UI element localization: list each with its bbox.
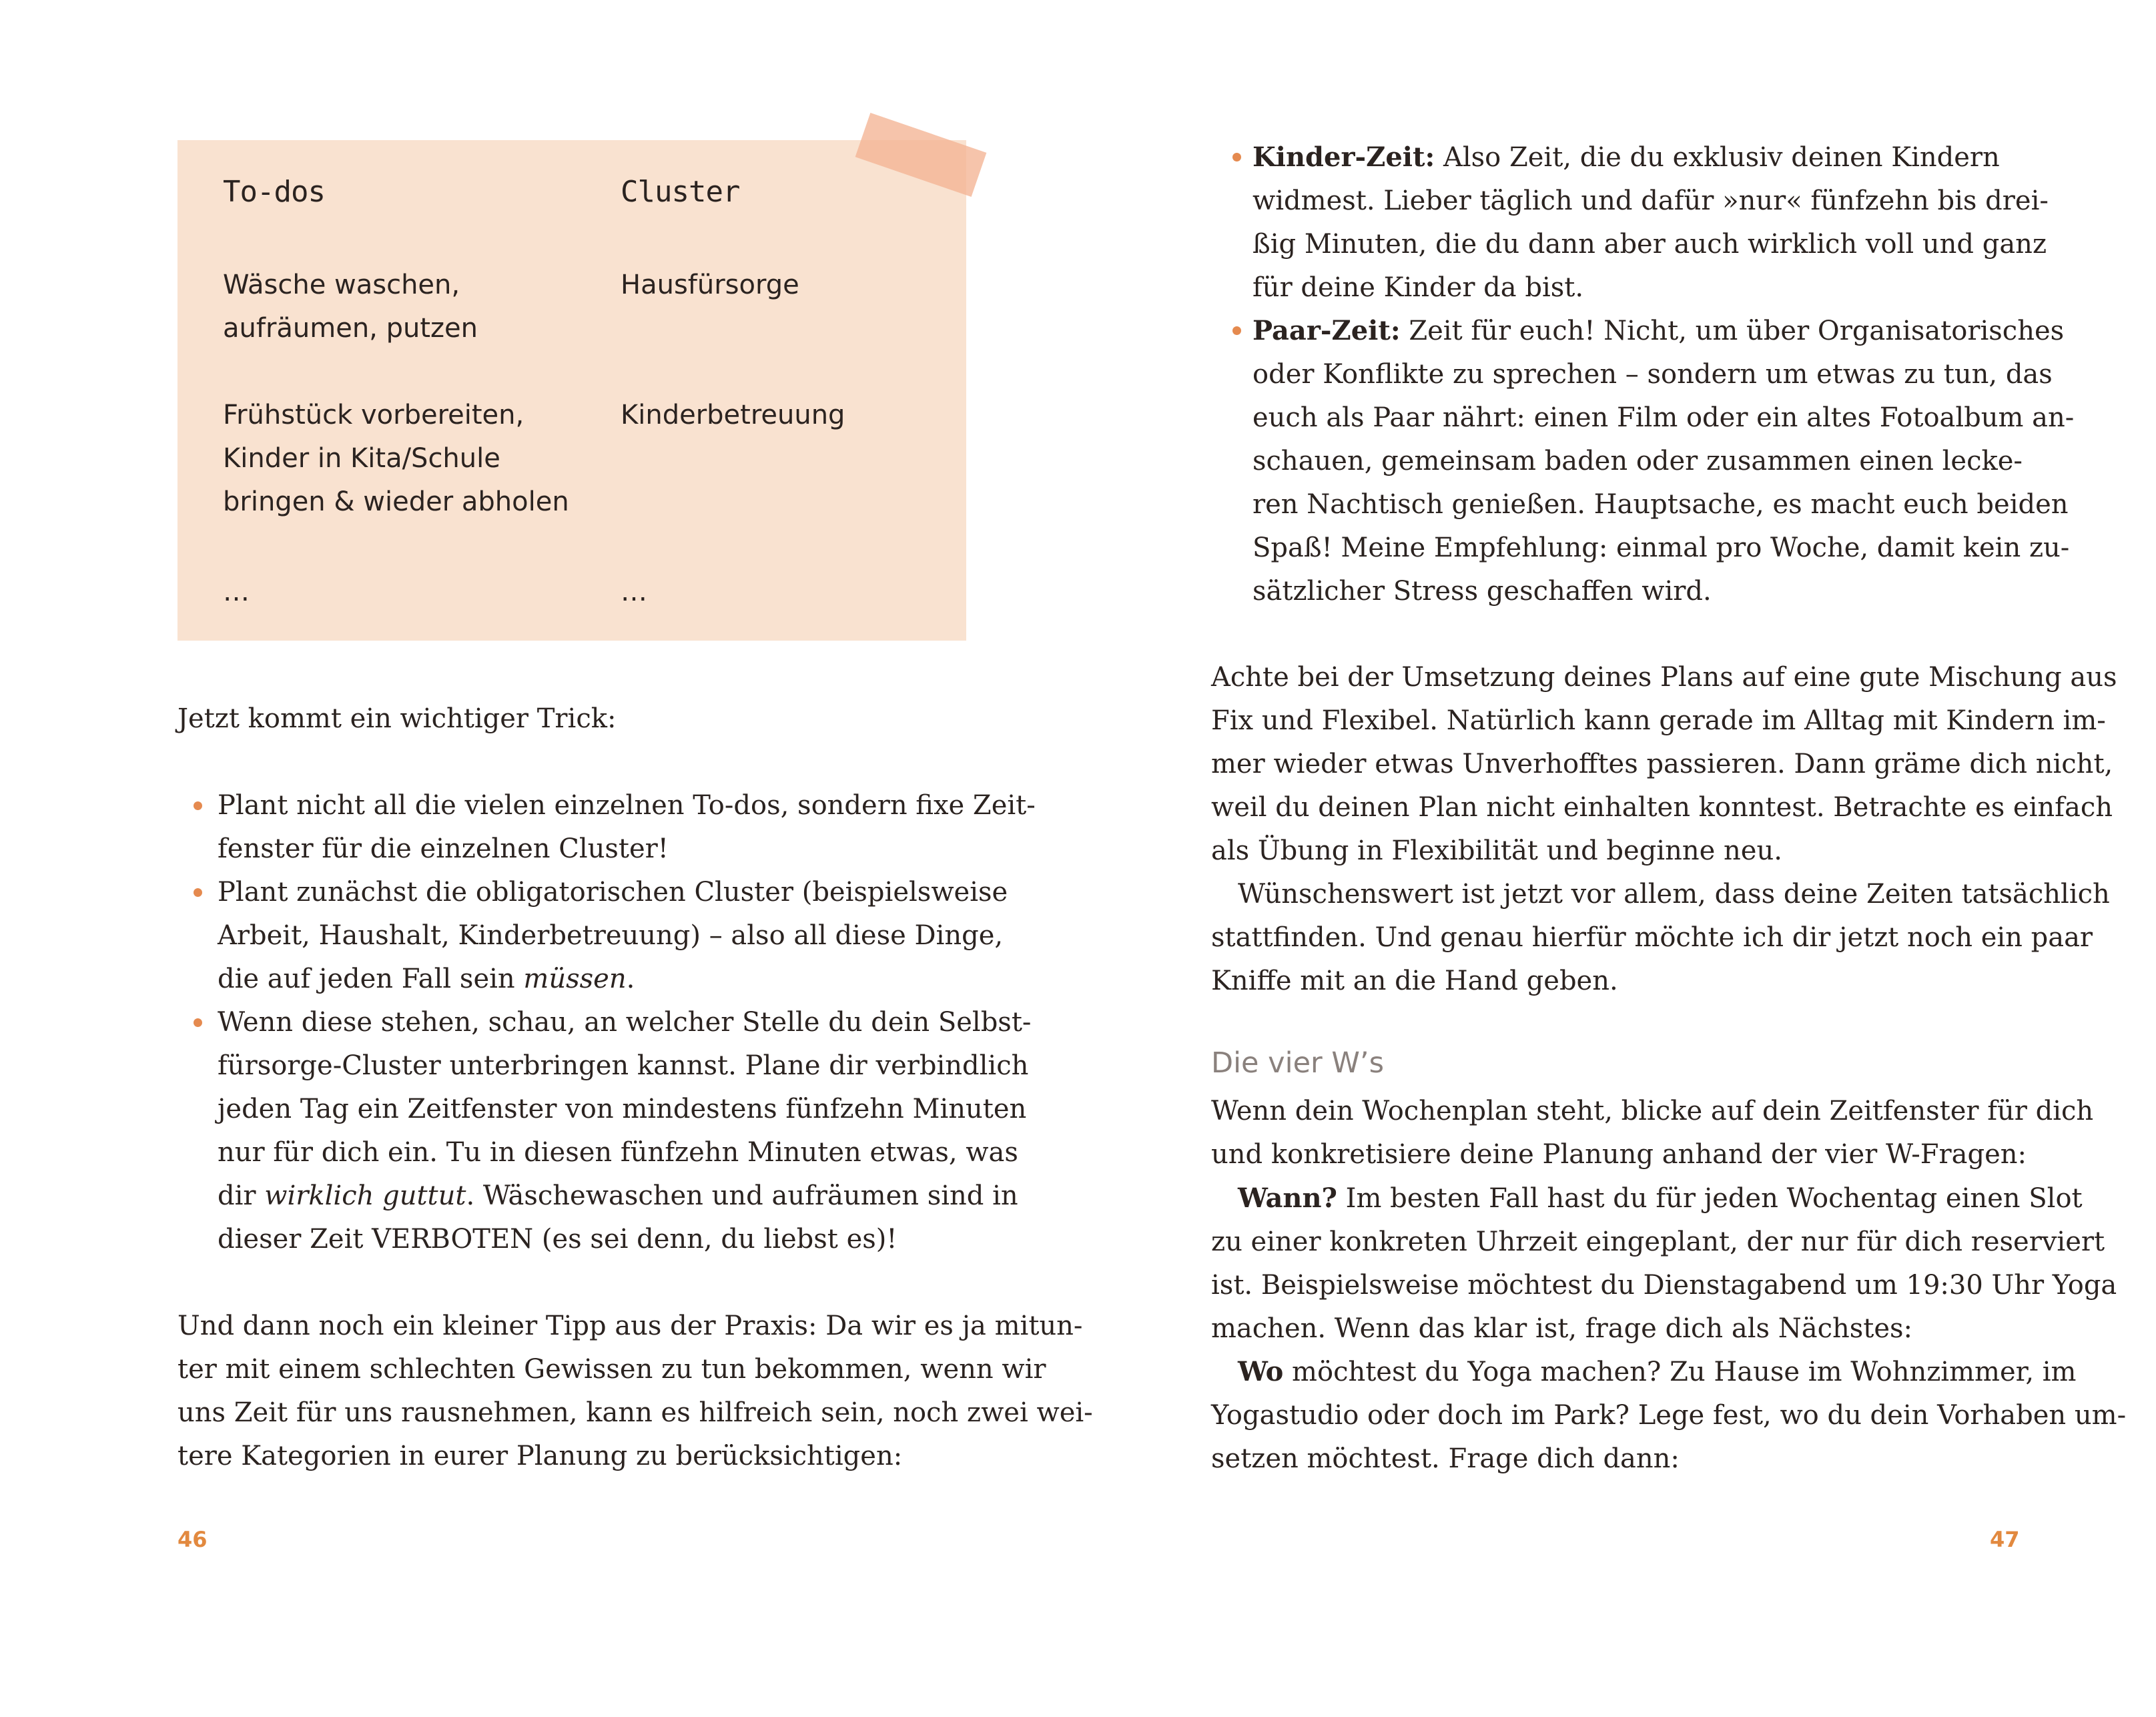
right-page xyxy=(1078,0,2156,1717)
intro-text: Jetzt kommt ein wichtiger Trick: xyxy=(177,703,617,734)
note-header-todos: To-dos xyxy=(223,175,325,209)
note-cluster-2: Kinderbetreuung xyxy=(621,400,845,430)
bullet-paar-zeit: Paar-Zeit: Zeit für euch! Nicht, um über Organisatorisches oder Konflikte zu sprechen – sondern um etwas zu tun, das euch als Paar nährt: einen Film oder ein altes Fotoalbum an- schauen, gemeinsam baden oder zusammen einen lecke- ren Nachtisch genießen. Hauptsache, es macht euch beiden Spaß! Meine Empfehlung: einmal pro Woche, damit kein zu- sätzlicher Stress geschaffen wird. xyxy=(1252,315,2075,607)
paragraph-wo: Wo möchtest du Yoga machen? Zu Hause im Wohnzimmer, im Yogastudio oder doch im Park? Lege fest, wo du dein Vorhaben um- setzen möchtest. Frage dich dann: xyxy=(1211,1356,2127,1474)
page-number-right: 47 xyxy=(1990,1527,2020,1552)
bullet-icon xyxy=(194,801,202,810)
page-number-left: 46 xyxy=(177,1527,208,1552)
sticky-note xyxy=(177,140,966,641)
bullet-icon xyxy=(194,888,202,897)
paragraph-wuenschenswert: Wünschenswert ist jetzt vor allem, dass deine Zeiten tatsächlich stattfinden. Und genau hierfür möchte ich dir jetzt noch ein paar Kniffe mit an die Hand geben. xyxy=(1211,879,2110,996)
paragraph-mischung: Achte bei der Umsetzung deines Plans auf eine gute Mischung aus Fix und Flexibel. Natürlich kann gerade im Alltag mit Kindern im- mer wieder etwas Unverhofftes passieren. Dann gräme dich nicht, weil du deinen Plan nicht einhalten konntest. Betrachte es einfach als Übung in Flexibilität und beginne neu. xyxy=(1211,662,2117,866)
paragraph-wochenplan: Wenn dein Wochenplan steht, blicke auf dein Zeitfenster für dich und konkretisiere deine Planung anhand der vier W-Fragen: xyxy=(1211,1096,2094,1170)
bullet-icon xyxy=(194,1018,202,1027)
bullet-kinder-zeit: Kinder-Zeit: Also Zeit, die du exklusiv deinen Kindern widmest. Lieber täglich und dafür »nur« fünfzehn bis drei- ßig Minuten, die du dann aber auch wirklich voll und ganz für deine Kinder da bist. xyxy=(1252,141,2049,303)
note-header-cluster: Cluster xyxy=(621,175,740,209)
paragraph-wann: Wann? Im besten Fall hast du für jeden Wochentag einen Slot zu einer konkreten Uhrzeit eingeplant, der nur für dich reserviert ist. Beispielsweise möchtest du Dienstagabend um 19:30 Uhr Yoga machen. Wenn das klar ist, frage dich als Nächstes: xyxy=(1211,1182,2117,1344)
bullet-item-3: Wenn diese stehen, schau, an welcher Stelle du dein Selbst- fürsorge-Cluster unterbringen kannst. Plane dir verbindlich jeden Tag ein Zeitfenster von mindestens fünfzehn Minuten nur für dich ein. Tu in diesen fünfzehn Minuten etwas, was dir wirklich guttut. Wäschewaschen und aufräumen sind in dieser Zeit VERBOTEN (es sei denn, du liebst es)! xyxy=(218,1007,1032,1255)
note-todo-2: Frühstück vorbereiten, Kinder in Kita/Schule bringen & wieder abholen xyxy=(223,400,569,517)
bullet-icon xyxy=(1232,326,1241,335)
note-todo-3: … xyxy=(223,577,250,607)
bullet-item-1: Plant nicht all die vielen einzelnen To-dos, sondern fixe Zeit- fenster für die einzelnen Cluster! xyxy=(218,790,1036,864)
bullet-item-2: Plant zunächst die obligatorischen Cluster (beispielsweise Arbeit, Haushalt, Kinderbetreuung) – also all diese Dinge, die auf jeden Fall sein müssen. xyxy=(218,877,1008,994)
subheading-vier-ws: Die vier W’s xyxy=(1211,1046,1384,1080)
bullet-icon xyxy=(1232,153,1241,161)
outro-paragraph: Und dann noch ein kleiner Tipp aus der Praxis: Da wir es ja mitun- ter mit einem schlechten Gewissen zu tun bekommen, wenn wir uns Zeit für uns rausnehmen, kann es hilfreich sein, noch zwei wei- tere Kategorien in eurer Planung zu berücksichtigen: xyxy=(177,1311,1093,1471)
note-todo-1: Wäsche waschen, aufräumen, putzen xyxy=(223,270,478,344)
note-cluster-1: Hausfürsorge xyxy=(621,270,799,300)
note-cluster-3: … xyxy=(621,577,647,607)
